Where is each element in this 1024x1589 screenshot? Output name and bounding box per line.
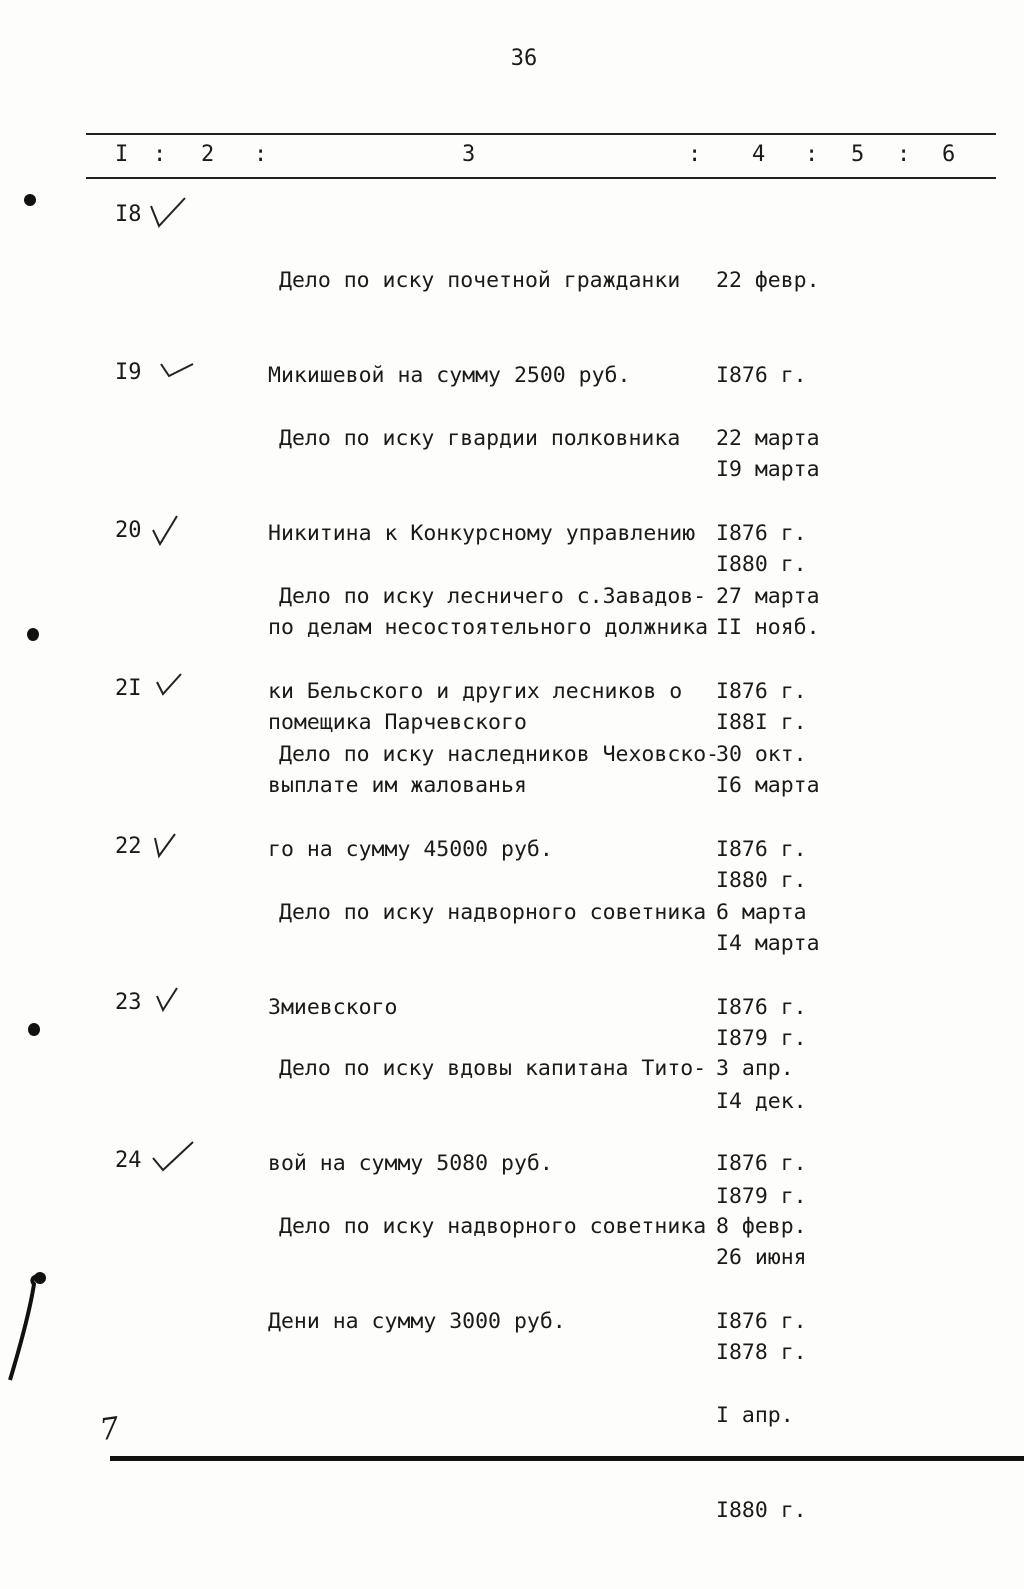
year-start: I876 г. (716, 520, 807, 546)
page-number: 36 (510, 46, 538, 71)
binder-hole-mark (27, 628, 39, 641)
date-start: 6 марта (716, 900, 807, 925)
column-separator: : (805, 142, 819, 167)
description-line: Змиевского (268, 994, 398, 1020)
date-end: II нояб. (716, 615, 820, 640)
date-end: I6 марта (716, 773, 820, 798)
date-start: 22 февр. (716, 268, 820, 293)
checkmark-icon (147, 980, 197, 1020)
date-start: 30 окт. (716, 742, 807, 767)
record-number: 22 (115, 834, 142, 859)
description-line: Дело по иску наследников Чеховско- (279, 742, 720, 767)
date-end: I4 марта (716, 931, 820, 956)
date-end: I апр. (716, 1403, 794, 1428)
column-separator: : (254, 142, 268, 167)
column-header-5: 5 (851, 142, 865, 167)
description-line: Дени на сумму 3000 руб. (268, 1308, 566, 1334)
record-number: 2I (115, 676, 142, 701)
checkmark-icon (147, 350, 197, 390)
column-header-3: 3 (462, 142, 476, 167)
description-line: ки Бельского и других лесников о (268, 678, 683, 704)
column-header-2: 2 (201, 142, 215, 167)
year-start: I876 г. (716, 1308, 807, 1334)
description-line: Дело по иску почетной гражданки (279, 268, 681, 293)
page-bottom-edge (110, 1456, 1024, 1461)
checkmark-icon (147, 1138, 197, 1178)
year-start: I876 г. (716, 678, 807, 704)
year-start: I876 г. (716, 362, 807, 388)
description-line: Дело по иску вдовы капитана Тито- (279, 1056, 707, 1081)
checkmark-icon (147, 192, 197, 232)
description-line: Никитина к Конкурсному управлению (268, 520, 696, 546)
year-start: I876 г. (716, 836, 807, 862)
handwritten-margin-mark (0, 1270, 60, 1390)
description-line: Дело по иску надворного советника (279, 900, 707, 925)
checkmark-icon (147, 824, 197, 864)
description-line: помещика Парчевского (268, 709, 527, 735)
checkmark-icon (147, 508, 197, 548)
record-number: 24 (115, 1148, 142, 1173)
description-line: Микишевой на сумму 2500 руб. (268, 362, 631, 388)
column-separator: : (153, 142, 167, 167)
record-number: 20 (115, 518, 142, 543)
year-end: I879 г. (716, 1183, 807, 1209)
binder-hole-mark (24, 194, 36, 206)
year-end: I88I г. (716, 709, 807, 735)
column-header-4: 4 (752, 142, 766, 167)
column-separator: : (688, 142, 702, 167)
year-end: I880 г. (716, 1497, 807, 1523)
record-number: I9 (115, 360, 142, 385)
year-end: I880 г. (716, 867, 807, 893)
date-start: 8 февр. (716, 1214, 807, 1239)
record-description (268, 1148, 708, 1400)
date-end: I4 дек. (716, 1089, 807, 1114)
header-rule-top (86, 133, 996, 135)
year-end: I880 г. (716, 551, 807, 577)
date-start: 27 марта (716, 584, 820, 609)
date-start: 22 марта (716, 426, 820, 451)
description-line: Дело по иску гвардии полковника (279, 426, 681, 451)
column-separator: : (897, 142, 911, 167)
description-line: Дело по иску лесничего с.Завадов- (279, 584, 707, 609)
column-header-6: 6 (942, 142, 956, 167)
record-number: 23 (115, 990, 142, 1015)
handwritten-folio-mark: 7 (97, 1410, 122, 1449)
description-line: вой на сумму 5080 руб. (268, 1150, 553, 1176)
date-end: 26 июня (716, 1245, 807, 1270)
year-start: I876 г. (716, 1150, 807, 1176)
description-line: го на сумму 45000 руб. (268, 836, 553, 862)
checkmark-icon (147, 666, 197, 706)
binder-hole-mark (28, 1023, 40, 1036)
date-end: I9 марта (716, 457, 820, 482)
description-line: выплате им жалованья (268, 773, 527, 798)
record-number: I8 (115, 202, 142, 227)
year-end: I878 г. (716, 1339, 807, 1365)
year-start: I876 г. (716, 994, 807, 1020)
header-rule-bottom (86, 177, 996, 179)
description-line: Дело по иску надворного советника (279, 1214, 707, 1239)
column-header-1: I (115, 142, 129, 167)
record-dates (716, 1148, 807, 1589)
year-end: I879 г. (716, 1025, 807, 1051)
date-start: 3 апр. (716, 1056, 794, 1081)
description-line: по делам несостоятельного должника (268, 615, 709, 640)
